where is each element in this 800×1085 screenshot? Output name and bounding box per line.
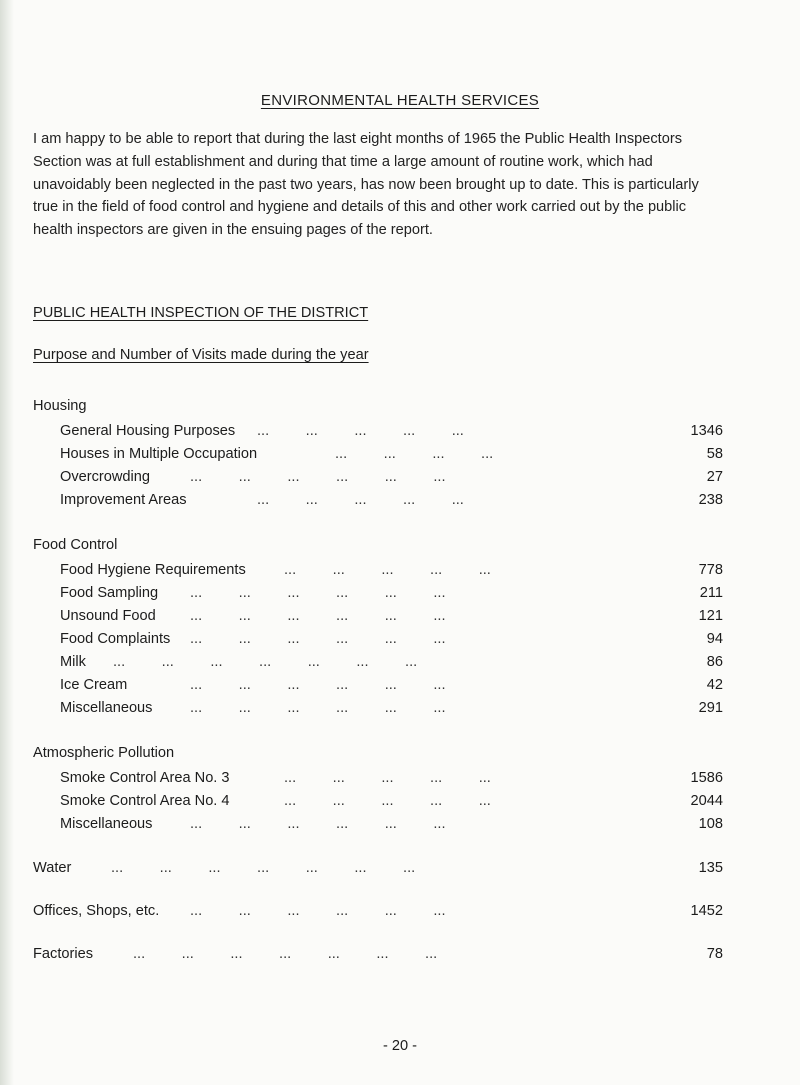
leader-dots: ... ... ... ... ... ... [190, 677, 446, 693]
leader-dots: ... ... ... ... ... ... [190, 469, 446, 485]
row-value: 108 [698, 816, 723, 832]
table-row [33, 469, 723, 491]
row-value: 86 [706, 654, 723, 670]
row-value: 94 [706, 631, 723, 647]
table-row [33, 654, 723, 676]
table-row [33, 562, 723, 584]
table-row [33, 677, 723, 699]
row-value: 2044 [690, 793, 723, 809]
intro-paragraph: I am happy to be able to report that during the last eight months of 1965 the Public Health Inspectors Section was at full establishment and during that time a large amount of routine work, which had unavoidably been neglected in the past two years, has now been brought up to date. This is particularly true in the field of food control and hygiene and details of this and other work carried out by the public health inspectors are given in the ensuing pages of the report. [33, 131, 699, 239]
table-row [33, 700, 723, 722]
page-edge-shadow [0, 0, 14, 1085]
leader-dots: ... ... ... ... ... [284, 562, 491, 578]
row-label: Offices, Shops, etc. [33, 903, 160, 919]
group-title-housing: Housing [33, 398, 87, 414]
row-value: 1452 [690, 903, 723, 919]
row-value: 121 [698, 608, 723, 624]
row-value: 211 [699, 585, 723, 601]
leader-dots: ... ... ... ... ... [257, 492, 464, 508]
leader-dots: ... ... ... ... ... ... [190, 700, 446, 716]
group-title-atmospheric-pollution: Atmospheric Pollution [33, 745, 175, 761]
page-title-text: ENVIRONMENTAL HEALTH SERVICES [260, 92, 540, 109]
leader-dots: ... ... ... ... ... [284, 793, 491, 809]
table-row [33, 446, 723, 468]
row-label: Food Hygiene Requirements [60, 562, 246, 578]
leader-dots: ... ... ... ... ... ... [190, 585, 446, 601]
leader-dots: ... ... ... ... ... ... ... [133, 946, 438, 962]
leader-dots: ... ... ... ... ... ... [190, 903, 446, 919]
subsection-heading: Purpose and Number of Visits made during the year [33, 347, 369, 363]
table-row [33, 585, 723, 607]
row-label: Smoke Control Area No. 3 [60, 770, 230, 786]
row-label: Miscellaneous [60, 700, 153, 716]
row-label: Overcrowding [60, 469, 151, 485]
row-value: 27 [706, 469, 723, 485]
row-value: 238 [698, 492, 723, 508]
row-value: 42 [706, 677, 723, 693]
row-label: Food Sampling [60, 585, 159, 601]
row-value: 291 [698, 700, 723, 716]
leader-dots: ... ... ... ... ... ... ... [113, 654, 418, 670]
row-label: Smoke Control Area No. 4 [60, 793, 230, 809]
group-title-food-control: Food Control [33, 537, 118, 553]
leader-dots: ... ... ... ... [335, 446, 494, 462]
row-value: 135 [698, 860, 723, 876]
leader-dots: ... ... ... ... ... [257, 423, 464, 439]
table-row [33, 423, 723, 445]
table-row [33, 770, 723, 792]
row-label: Factories [33, 946, 94, 962]
table-row [33, 793, 723, 815]
row-label: Food Complaints [60, 631, 171, 647]
row-label: Ice Cream [60, 677, 128, 693]
table-row [33, 903, 723, 925]
table-row [33, 492, 723, 514]
row-label: Houses in Multiple Occupation [60, 446, 258, 462]
table-row [33, 860, 723, 882]
row-label: Improvement Areas [60, 492, 187, 508]
row-value: 1346 [690, 423, 723, 439]
section-heading: PUBLIC HEALTH INSPECTION OF THE DISTRICT [33, 305, 369, 321]
row-label: General Housing Purposes [60, 423, 236, 439]
table-row [33, 631, 723, 653]
page-number: - 20 - [382, 1038, 418, 1054]
row-label: Water [33, 860, 72, 876]
table-row [33, 816, 723, 838]
table-row [33, 608, 723, 630]
leader-dots: ... ... ... ... ... ... [190, 631, 446, 647]
row-value: 1586 [690, 770, 723, 786]
leader-dots: ... ... ... ... ... ... [190, 816, 446, 832]
row-label: Milk [60, 654, 86, 670]
row-value: 778 [698, 562, 723, 578]
row-label: Unsound Food [60, 608, 156, 624]
row-label: Miscellaneous [60, 816, 153, 832]
row-value: 58 [706, 446, 723, 462]
leader-dots: ... ... ... ... ... [284, 770, 491, 786]
page-title [0, 92, 800, 109]
leader-dots: ... ... ... ... ... ... ... [111, 860, 416, 876]
leader-dots: ... ... ... ... ... ... [190, 608, 446, 624]
row-value: 78 [706, 946, 723, 962]
table-row [33, 946, 723, 968]
